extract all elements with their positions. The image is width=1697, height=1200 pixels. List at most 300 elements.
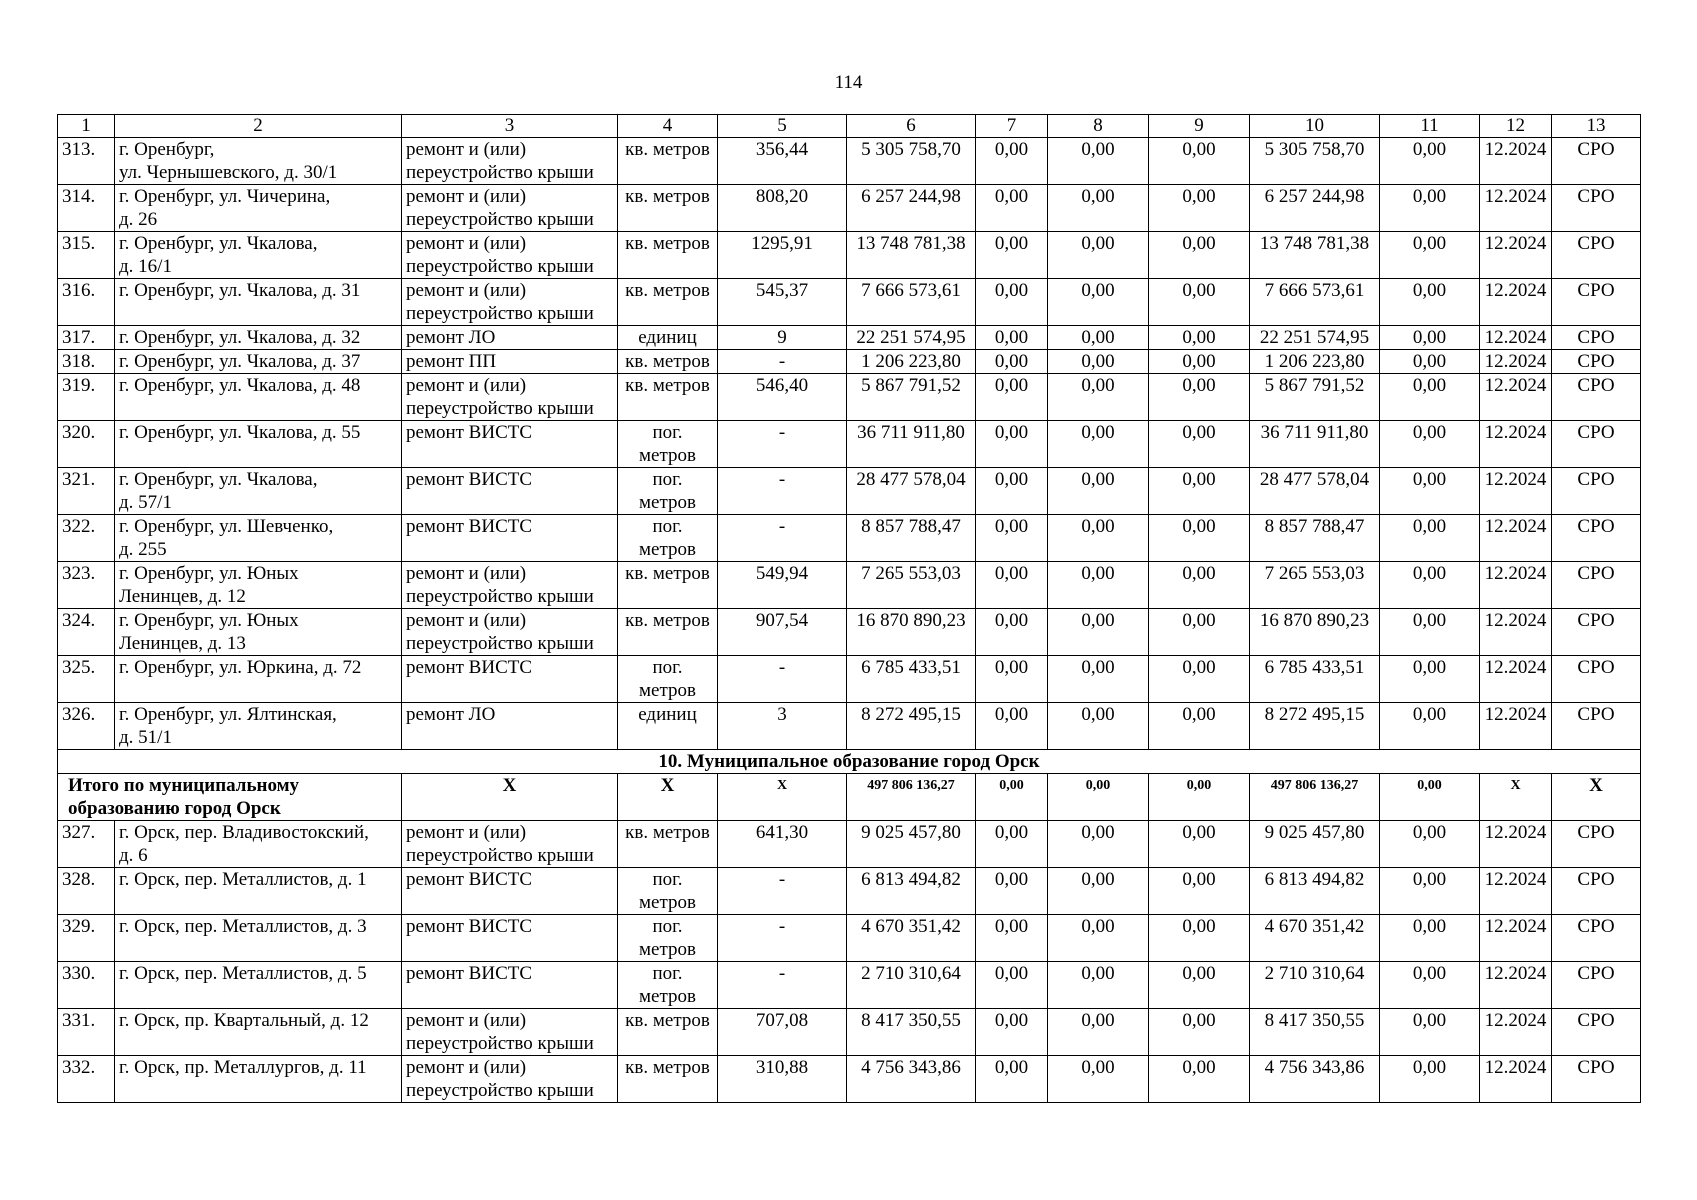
work-type-cell: ремонт и (или) переустройство крыши [402,232,618,279]
address-cell: г. Оренбург, ул. Юркина, д. 72 [115,656,402,703]
work-type-cell: ремонт ВИСТС [402,962,618,1009]
value-cell-c9: 0,00 [1149,868,1250,915]
value-cell-c10: 9 025 457,80 [1250,821,1380,868]
table-row [58,185,1641,232]
value-cell-c6: 4 670 351,42 [847,915,976,962]
address-cell: г. Орск, пр. Квартальный, д. 12 [115,1009,402,1056]
total-value-c10: 497 806 136,27 [1250,774,1380,821]
table-row [58,868,1641,915]
header-cell: 4 [618,115,718,138]
value-cell-c8: 0,00 [1048,326,1149,350]
header-cell: 12 [1480,115,1552,138]
value-cell-c10: 5 867 791,52 [1250,374,1380,421]
table-row [58,1056,1641,1103]
value-cell-c5: - [718,962,847,1009]
value-cell-c5: 3 [718,703,847,750]
value-cell-c6: 7 265 553,03 [847,562,976,609]
method-cell: СРО [1552,185,1641,232]
work-type-cell: ремонт ЛО [402,326,618,350]
value-cell-c8: 0,00 [1048,374,1149,421]
value-cell-c5: 907,54 [718,609,847,656]
header-cell: 13 [1552,115,1641,138]
work-type-cell: ремонт и (или) переустройство крыши [402,374,618,421]
value-cell-c7: 0,00 [976,656,1048,703]
total-value-c11: 0,00 [1380,774,1480,821]
value-cell-c11: 0,00 [1380,915,1480,962]
value-cell-c7: 0,00 [976,138,1048,185]
value-cell-c5: - [718,915,847,962]
value-cell-c10: 8 417 350,55 [1250,1009,1380,1056]
header-cell: 5 [718,115,847,138]
value-cell-c11: 0,00 [1380,703,1480,750]
value-cell-c12: 12.2024 [1480,515,1552,562]
section-title: 10. Муниципальное образование город Орск [58,750,1641,774]
value-cell-c12: 12.2024 [1480,421,1552,468]
row-number: 330. [58,962,115,1009]
value-cell-c10: 7 666 573,61 [1250,279,1380,326]
row-number: 320. [58,421,115,468]
value-cell-c6: 13 748 781,38 [847,232,976,279]
value-cell-c6: 6 257 244,98 [847,185,976,232]
work-type-cell: ремонт и (или) переустройство крыши [402,279,618,326]
value-cell-c8: 0,00 [1048,609,1149,656]
value-cell-c7: 0,00 [976,821,1048,868]
unit-cell: пог. метров [618,468,718,515]
value-cell-c10: 28 477 578,04 [1250,468,1380,515]
method-cell: СРО [1552,821,1641,868]
value-cell-c12: 12.2024 [1480,703,1552,750]
value-cell-c9: 0,00 [1149,350,1250,374]
unit-cell: единиц [618,703,718,750]
value-cell-c6: 8 417 350,55 [847,1009,976,1056]
value-cell-c5: - [718,515,847,562]
value-cell-c11: 0,00 [1380,868,1480,915]
value-cell-c11: 0,00 [1380,468,1480,515]
address-cell: г. Оренбург, ул. Чкалова, д. 16/1 [115,232,402,279]
column-number-header [58,115,1641,138]
value-cell-c9: 0,00 [1149,279,1250,326]
address-cell: г. Орск, пер. Металлистов, д. 3 [115,915,402,962]
page-number: 114 [834,72,863,93]
value-cell-c11: 0,00 [1380,562,1480,609]
value-cell-c12: 12.2024 [1480,468,1552,515]
method-cell: СРО [1552,868,1641,915]
value-cell-c10: 8 272 495,15 [1250,703,1380,750]
method-cell: СРО [1552,1056,1641,1103]
method-cell: СРО [1552,279,1641,326]
total-value-c7: 0,00 [976,774,1048,821]
total-x-cell: Х [618,774,718,821]
unit-cell: кв. метров [618,1009,718,1056]
address-cell: г. Орск, пер. Металлистов, д. 1 [115,868,402,915]
value-cell-c9: 0,00 [1149,468,1250,515]
value-cell-c11: 0,00 [1380,350,1480,374]
unit-cell: кв. метров [618,562,718,609]
value-cell-c7: 0,00 [976,279,1048,326]
total-x-cell: Х [402,774,618,821]
value-cell-c12: 12.2024 [1480,656,1552,703]
address-cell: г. Оренбург, ул. Чкалова, д. 32 [115,326,402,350]
value-cell-c12: 12.2024 [1480,185,1552,232]
value-cell-c10: 8 857 788,47 [1250,515,1380,562]
value-cell-c12: 12.2024 [1480,279,1552,326]
unit-cell: пог. метров [618,915,718,962]
table-row [58,962,1641,1009]
value-cell-c8: 0,00 [1048,703,1149,750]
value-cell-c11: 0,00 [1380,279,1480,326]
work-type-cell: ремонт и (или) переустройство крыши [402,562,618,609]
value-cell-c11: 0,00 [1380,326,1480,350]
address-cell: г. Орск, пр. Металлургов, д. 11 [115,1056,402,1103]
method-cell: СРО [1552,515,1641,562]
value-cell-c11: 0,00 [1380,421,1480,468]
method-cell: СРО [1552,609,1641,656]
value-cell-c11: 0,00 [1380,1056,1480,1103]
total-value-c6: 497 806 136,27 [847,774,976,821]
table-row [58,421,1641,468]
table-row [58,374,1641,421]
value-cell-c5: - [718,868,847,915]
value-cell-c10: 2 710 310,64 [1250,962,1380,1009]
value-cell-c8: 0,00 [1048,821,1149,868]
value-cell-c12: 12.2024 [1480,821,1552,868]
value-cell-c5: 808,20 [718,185,847,232]
unit-cell: пог. метров [618,515,718,562]
value-cell-c6: 4 756 343,86 [847,1056,976,1103]
unit-cell: пог. метров [618,421,718,468]
value-cell-c8: 0,00 [1048,1009,1149,1056]
value-cell-c10: 6 785 433,51 [1250,656,1380,703]
value-cell-c8: 0,00 [1048,962,1149,1009]
header-cell: 8 [1048,115,1149,138]
value-cell-c12: 12.2024 [1480,609,1552,656]
unit-cell: кв. метров [618,279,718,326]
method-cell: СРО [1552,562,1641,609]
value-cell-c11: 0,00 [1380,821,1480,868]
table-row [58,915,1641,962]
value-cell-c8: 0,00 [1048,468,1149,515]
value-cell-c12: 12.2024 [1480,562,1552,609]
table-row [58,1009,1641,1056]
value-cell-c9: 0,00 [1149,1056,1250,1103]
row-number: 328. [58,868,115,915]
table-row [58,821,1641,868]
value-cell-c12: 12.2024 [1480,868,1552,915]
value-cell-c6: 9 025 457,80 [847,821,976,868]
row-number: 323. [58,562,115,609]
value-cell-c5: 549,94 [718,562,847,609]
value-cell-c8: 0,00 [1048,1056,1149,1103]
total-value-c5: Х [718,774,847,821]
table-row [58,562,1641,609]
unit-cell: кв. метров [618,609,718,656]
row-number: 332. [58,1056,115,1103]
value-cell-c7: 0,00 [976,185,1048,232]
total-row [58,774,1641,821]
unit-cell: кв. метров [618,185,718,232]
table-row [58,232,1641,279]
unit-cell: кв. метров [618,1056,718,1103]
value-cell-c5: 310,88 [718,1056,847,1103]
table-row [58,703,1641,750]
address-cell: г. Оренбург, ул. Шевченко, д. 255 [115,515,402,562]
value-cell-c7: 0,00 [976,232,1048,279]
value-cell-c6: 6 785 433,51 [847,656,976,703]
method-cell: СРО [1552,1009,1641,1056]
work-type-cell: ремонт и (или) переустройство крыши [402,138,618,185]
table-row [58,468,1641,515]
value-cell-c6: 6 813 494,82 [847,868,976,915]
unit-cell: кв. метров [618,821,718,868]
value-cell-c11: 0,00 [1380,185,1480,232]
value-cell-c6: 36 711 911,80 [847,421,976,468]
header-cell: 2 [115,115,402,138]
value-cell-c12: 12.2024 [1480,374,1552,421]
value-cell-c8: 0,00 [1048,279,1149,326]
repair-program-table [57,114,1641,1103]
method-cell: СРО [1552,421,1641,468]
value-cell-c5: 9 [718,326,847,350]
row-number: 314. [58,185,115,232]
value-cell-c5: 356,44 [718,138,847,185]
unit-cell: кв. метров [618,232,718,279]
value-cell-c7: 0,00 [976,562,1048,609]
row-number: 321. [58,468,115,515]
value-cell-c10: 5 305 758,70 [1250,138,1380,185]
value-cell-c9: 0,00 [1149,1009,1250,1056]
value-cell-c8: 0,00 [1048,656,1149,703]
value-cell-c6: 8 272 495,15 [847,703,976,750]
value-cell-c6: 5 867 791,52 [847,374,976,421]
address-cell: г. Орск, пер. Владивостокский, д. 6 [115,821,402,868]
header-cell: 9 [1149,115,1250,138]
value-cell-c7: 0,00 [976,515,1048,562]
unit-cell: кв. метров [618,138,718,185]
value-cell-c9: 0,00 [1149,326,1250,350]
table-row [58,138,1641,185]
work-type-cell: ремонт ВИСТС [402,515,618,562]
value-cell-c8: 0,00 [1048,562,1149,609]
row-number: 326. [58,703,115,750]
address-cell: г. Оренбург, ул. Чичерина, д. 26 [115,185,402,232]
work-type-cell: ремонт ВИСТС [402,468,618,515]
value-cell-c12: 12.2024 [1480,915,1552,962]
method-cell: СРО [1552,468,1641,515]
work-type-cell: ремонт и (или) переустройство крыши [402,821,618,868]
header-cell: 7 [976,115,1048,138]
total-label: Итого по муниципальному образованию город Орск [58,774,402,821]
value-cell-c8: 0,00 [1048,232,1149,279]
section-row [58,750,1641,774]
work-type-cell: ремонт и (или) переустройство крыши [402,1009,618,1056]
value-cell-c12: 12.2024 [1480,326,1552,350]
row-number: 319. [58,374,115,421]
method-cell: СРО [1552,232,1641,279]
value-cell-c12: 12.2024 [1480,350,1552,374]
value-cell-c8: 0,00 [1048,515,1149,562]
method-cell: СРО [1552,350,1641,374]
value-cell-c10: 4 756 343,86 [1250,1056,1380,1103]
method-cell: СРО [1552,326,1641,350]
value-cell-c9: 0,00 [1149,138,1250,185]
value-cell-c7: 0,00 [976,350,1048,374]
unit-cell: пог. метров [618,656,718,703]
total-value-c8: 0,00 [1048,774,1149,821]
value-cell-c10: 16 870 890,23 [1250,609,1380,656]
value-cell-c12: 12.2024 [1480,1009,1552,1056]
value-cell-c10: 22 251 574,95 [1250,326,1380,350]
table-row [58,609,1641,656]
value-cell-c7: 0,00 [976,1009,1048,1056]
work-type-cell: ремонт ВИСТС [402,915,618,962]
value-cell-c6: 1 206 223,80 [847,350,976,374]
address-cell: г. Оренбург, ул. Чкалова, д. 57/1 [115,468,402,515]
total-value-c12: Х [1480,774,1552,821]
unit-cell: пог. метров [618,868,718,915]
value-cell-c11: 0,00 [1380,609,1480,656]
row-number: 327. [58,821,115,868]
value-cell-c10: 6 813 494,82 [1250,868,1380,915]
table-row [58,279,1641,326]
value-cell-c10: 36 711 911,80 [1250,421,1380,468]
work-type-cell: ремонт и (или) переустройство крыши [402,609,618,656]
method-cell: СРО [1552,962,1641,1009]
value-cell-c5: - [718,421,847,468]
row-number: 316. [58,279,115,326]
value-cell-c6: 22 251 574,95 [847,326,976,350]
value-cell-c5: 641,30 [718,821,847,868]
value-cell-c5: 545,37 [718,279,847,326]
value-cell-c7: 0,00 [976,1056,1048,1103]
value-cell-c7: 0,00 [976,868,1048,915]
row-number: 331. [58,1009,115,1056]
value-cell-c9: 0,00 [1149,656,1250,703]
value-cell-c9: 0,00 [1149,562,1250,609]
address-cell: г. Орск, пер. Металлистов, д. 5 [115,962,402,1009]
address-cell: г. Оренбург, ул. Чкалова, д. 31 [115,279,402,326]
unit-cell: пог. метров [618,962,718,1009]
value-cell-c12: 12.2024 [1480,138,1552,185]
value-cell-c11: 0,00 [1380,515,1480,562]
row-number: 313. [58,138,115,185]
value-cell-c12: 12.2024 [1480,962,1552,1009]
value-cell-c7: 0,00 [976,915,1048,962]
value-cell-c9: 0,00 [1149,374,1250,421]
value-cell-c8: 0,00 [1048,138,1149,185]
row-number: 329. [58,915,115,962]
value-cell-c10: 1 206 223,80 [1250,350,1380,374]
value-cell-c6: 8 857 788,47 [847,515,976,562]
value-cell-c5: 1295,91 [718,232,847,279]
value-cell-c10: 13 748 781,38 [1250,232,1380,279]
address-cell: г. Оренбург, ул. Чкалова, д. 55 [115,421,402,468]
value-cell-c8: 0,00 [1048,915,1149,962]
value-cell-c7: 0,00 [976,962,1048,1009]
total-value-c9: 0,00 [1149,774,1250,821]
value-cell-c8: 0,00 [1048,421,1149,468]
value-cell-c9: 0,00 [1149,421,1250,468]
value-cell-c6: 7 666 573,61 [847,279,976,326]
value-cell-c6: 28 477 578,04 [847,468,976,515]
value-cell-c9: 0,00 [1149,515,1250,562]
value-cell-c7: 0,00 [976,468,1048,515]
value-cell-c12: 12.2024 [1480,1056,1552,1103]
method-cell: СРО [1552,138,1641,185]
method-cell: СРО [1552,656,1641,703]
address-cell: г. Оренбург, ул. Чкалова, д. 37 [115,350,402,374]
value-cell-c6: 2 710 310,64 [847,962,976,1009]
value-cell-c5: - [718,468,847,515]
value-cell-c9: 0,00 [1149,821,1250,868]
value-cell-c9: 0,00 [1149,609,1250,656]
value-cell-c12: 12.2024 [1480,232,1552,279]
header-cell: 11 [1380,115,1480,138]
value-cell-c8: 0,00 [1048,868,1149,915]
row-number: 315. [58,232,115,279]
row-number: 318. [58,350,115,374]
value-cell-c11: 0,00 [1380,374,1480,421]
work-type-cell: ремонт ПП [402,350,618,374]
work-type-cell: ремонт ВИСТС [402,868,618,915]
value-cell-c5: - [718,656,847,703]
address-cell: г. Оренбург, ул. Ялтинская, д. 51/1 [115,703,402,750]
value-cell-c11: 0,00 [1380,138,1480,185]
unit-cell: единиц [618,326,718,350]
method-cell: СРО [1552,374,1641,421]
value-cell-c7: 0,00 [976,374,1048,421]
value-cell-c5: 546,40 [718,374,847,421]
table-row [58,515,1641,562]
value-cell-c9: 0,00 [1149,185,1250,232]
value-cell-c9: 0,00 [1149,232,1250,279]
value-cell-c7: 0,00 [976,326,1048,350]
value-cell-c10: 4 670 351,42 [1250,915,1380,962]
address-cell: г. Оренбург, ул. Чкалова, д. 48 [115,374,402,421]
header-cell: 1 [58,115,115,138]
work-type-cell: ремонт и (или) переустройство крыши [402,1056,618,1103]
row-number: 322. [58,515,115,562]
value-cell-c7: 0,00 [976,703,1048,750]
header-cell: 10 [1250,115,1380,138]
value-cell-c9: 0,00 [1149,703,1250,750]
value-cell-c6: 16 870 890,23 [847,609,976,656]
row-number: 325. [58,656,115,703]
work-type-cell: ремонт и (или) переустройство крыши [402,185,618,232]
work-type-cell: ремонт ВИСТС [402,421,618,468]
table-row [58,326,1641,350]
value-cell-c6: 5 305 758,70 [847,138,976,185]
unit-cell: кв. метров [618,374,718,421]
value-cell-c11: 0,00 [1380,232,1480,279]
header-cell: 3 [402,115,618,138]
address-cell: г. Оренбург, ул. Юных Ленинцев, д. 13 [115,609,402,656]
value-cell-c10: 6 257 244,98 [1250,185,1380,232]
value-cell-c5: 707,08 [718,1009,847,1056]
value-cell-c11: 0,00 [1380,962,1480,1009]
table-row [58,350,1641,374]
value-cell-c11: 0,00 [1380,656,1480,703]
row-number: 317. [58,326,115,350]
table-row [58,656,1641,703]
address-cell: г. Оренбург, ул. Чернышевского, д. 30/1 [115,138,402,185]
value-cell-c5: - [718,350,847,374]
value-cell-c10: 7 265 553,03 [1250,562,1380,609]
unit-cell: кв. метров [618,350,718,374]
work-type-cell: ремонт ВИСТС [402,656,618,703]
header-cell: 6 [847,115,976,138]
row-number: 324. [58,609,115,656]
method-cell: СРО [1552,703,1641,750]
